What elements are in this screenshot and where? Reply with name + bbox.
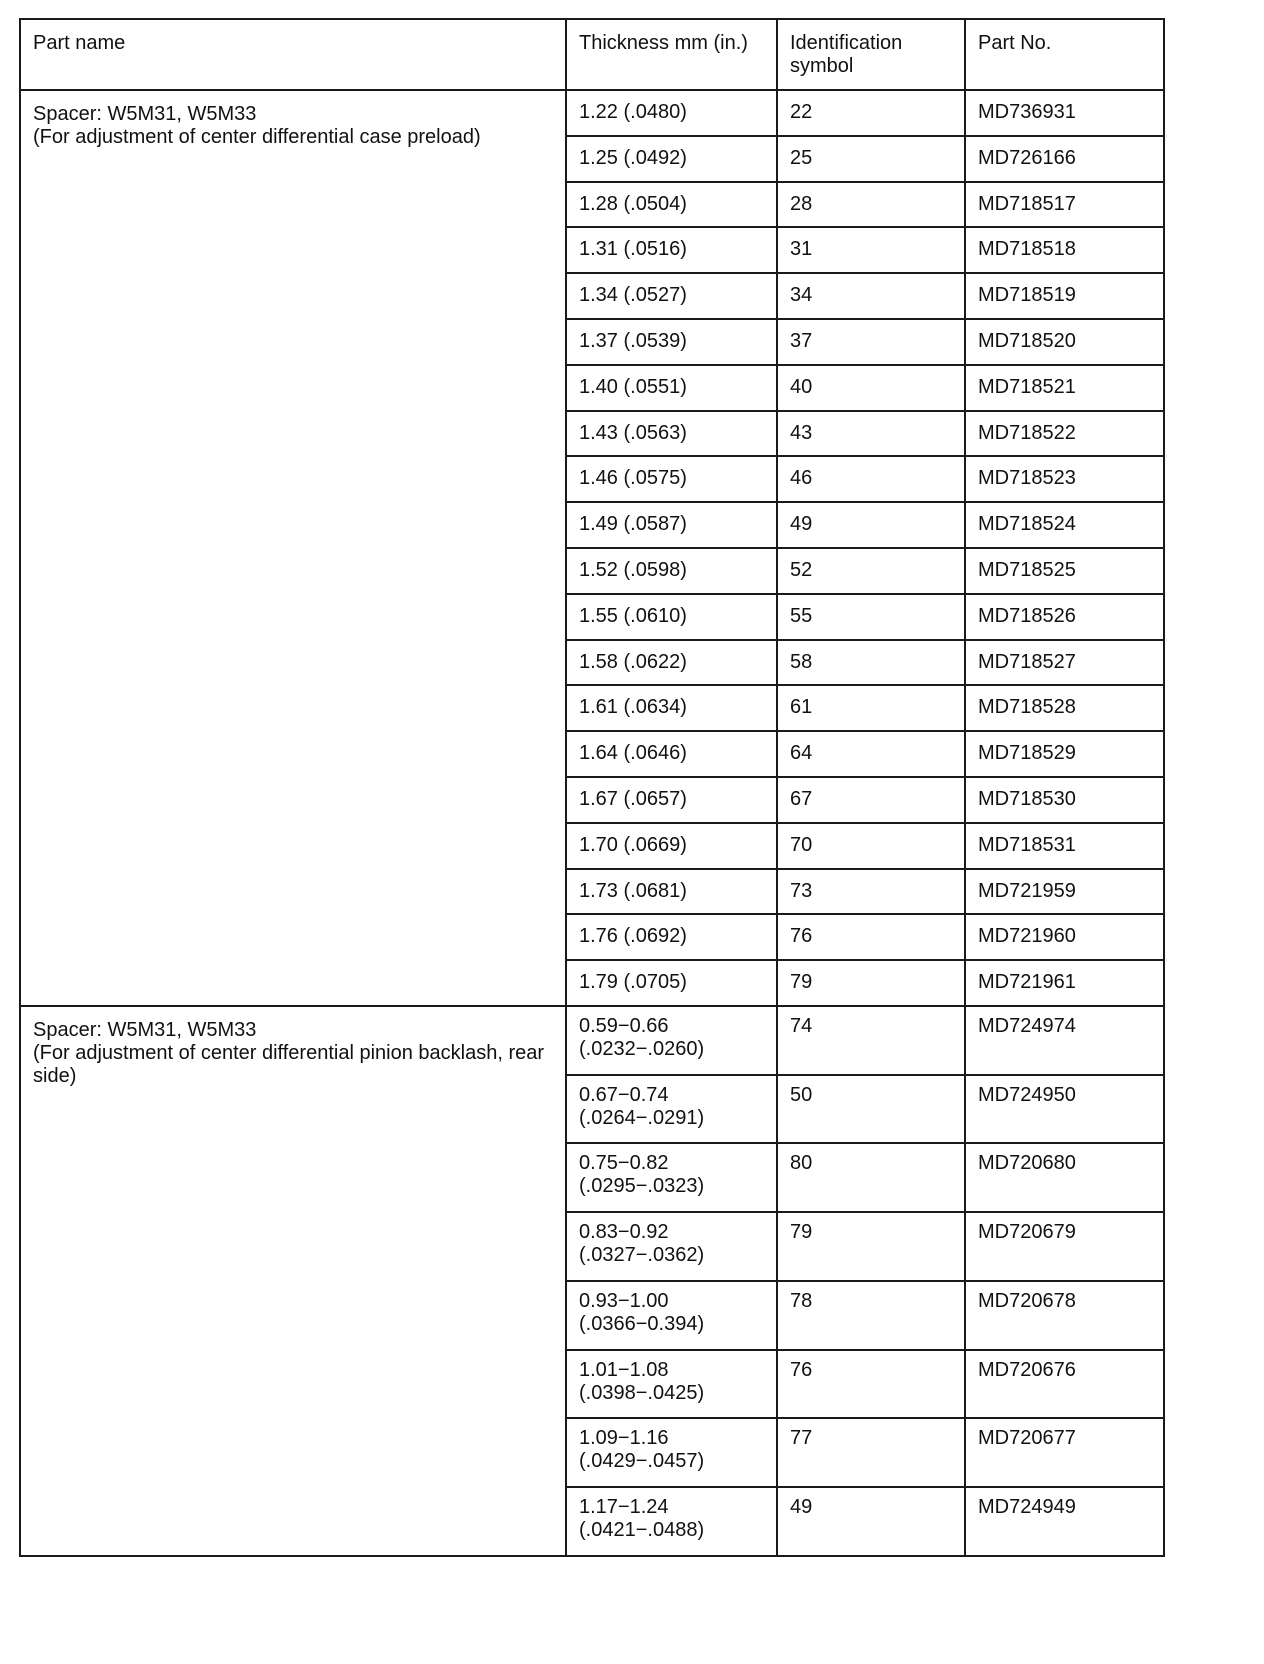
part-no-cell: MD720677 <box>965 1418 1164 1487</box>
part-purpose: (For adjustment of center differential pinion backlash, rear side) <box>33 1041 545 1087</box>
part-no-cell: MD718527 <box>965 640 1164 686</box>
identification-symbol-cell: 74 <box>777 1006 965 1075</box>
table-row <box>20 1006 1164 1075</box>
thickness-in: (.0295−.0323) <box>579 1175 705 1198</box>
thickness-in: (.0366−0.394) <box>579 1312 705 1335</box>
parts-table <box>19 18 1165 1557</box>
identification-symbol-cell: 70 <box>777 823 965 869</box>
thickness-cell: 1.28 (.0504) <box>566 182 777 228</box>
identification-symbol-cell: 79 <box>777 960 965 1006</box>
thickness-cell: 1.34 (.0527) <box>566 273 777 319</box>
thickness-cell: 1.37 (.0539) <box>566 319 777 365</box>
identification-symbol-cell: 55 <box>777 594 965 640</box>
thickness-mm: 0.67−0.74 <box>579 1083 669 1106</box>
part-no-cell: MD718526 <box>965 594 1164 640</box>
thickness-cell: 1.43 (.0563) <box>566 411 777 457</box>
header-identification-symbol: Identification symbol <box>777 19 965 90</box>
thickness-cell: 1.52 (.0598) <box>566 548 777 594</box>
identification-symbol-cell: 67 <box>777 777 965 823</box>
identification-symbol-cell: 64 <box>777 731 965 777</box>
thickness-cell: 1.67 (.0657) <box>566 777 777 823</box>
thickness-cell <box>566 1418 777 1487</box>
thickness-cell: 1.55 (.0610) <box>566 594 777 640</box>
identification-symbol-cell: 31 <box>777 227 965 273</box>
thickness-in: (.0429−.0457) <box>579 1450 705 1473</box>
identification-symbol-cell: 50 <box>777 1075 965 1144</box>
thickness-cell: 1.61 (.0634) <box>566 685 777 731</box>
part-no-cell: MD721961 <box>965 960 1164 1006</box>
thickness-cell <box>566 1143 777 1212</box>
identification-symbol-cell: 49 <box>777 1487 965 1556</box>
part-no-cell: MD718523 <box>965 456 1164 502</box>
thickness-mm: 0.59−0.66 <box>579 1014 669 1037</box>
part-no-cell: MD718531 <box>965 823 1164 869</box>
thickness-cell: 1.22 (.0480) <box>566 90 777 136</box>
header-row <box>20 19 1164 90</box>
part-no-cell: MD718520 <box>965 319 1164 365</box>
identification-symbol-cell: 79 <box>777 1212 965 1281</box>
thickness-cell: 1.79 (.0705) <box>566 960 777 1006</box>
thickness-cell <box>566 1075 777 1144</box>
thickness-mm: 0.83−0.92 <box>579 1221 669 1244</box>
part-no-cell: MD718517 <box>965 182 1164 228</box>
identification-symbol-cell: 58 <box>777 640 965 686</box>
identification-symbol-cell: 49 <box>777 502 965 548</box>
header-part-no: Part No. <box>965 19 1164 90</box>
part-purpose: (For adjustment of center differential case preload) <box>33 126 481 148</box>
part-no-cell: MD724974 <box>965 1006 1164 1075</box>
thickness-in: (.0398−.0425) <box>579 1381 705 1404</box>
part-no-cell: MD724949 <box>965 1487 1164 1556</box>
part-no-cell: MD736931 <box>965 90 1164 136</box>
part-no-cell: MD720680 <box>965 1143 1164 1212</box>
identification-symbol-cell: 28 <box>777 182 965 228</box>
thickness-in: (.0421−.0488) <box>579 1519 705 1542</box>
part-no-cell: MD720678 <box>965 1281 1164 1350</box>
part-no-cell: MD718519 <box>965 273 1164 319</box>
part-no-cell: MD718524 <box>965 502 1164 548</box>
part-no-cell: MD720679 <box>965 1212 1164 1281</box>
part-name-cell <box>20 90 566 1006</box>
thickness-cell: 1.64 (.0646) <box>566 731 777 777</box>
identification-symbol-cell: 76 <box>777 914 965 960</box>
thickness-cell <box>566 1212 777 1281</box>
header-part-name: Part name <box>20 19 566 90</box>
identification-symbol-cell: 40 <box>777 365 965 411</box>
part-no-cell: MD721960 <box>965 914 1164 960</box>
thickness-cell <box>566 1350 777 1419</box>
thickness-in: (.0264−.0291) <box>579 1106 705 1129</box>
part-name: Spacer: W5M31, W5M33 <box>33 103 257 125</box>
thickness-cell: 1.31 (.0516) <box>566 227 777 273</box>
identification-symbol-cell: 34 <box>777 273 965 319</box>
header-thickness: Thickness mm (in.) <box>566 19 777 90</box>
part-name: Spacer: W5M31, W5M33 <box>33 1018 257 1041</box>
thickness-cell: 1.46 (.0575) <box>566 456 777 502</box>
thickness-cell <box>566 1006 777 1075</box>
thickness-cell: 1.70 (.0669) <box>566 823 777 869</box>
part-no-cell: MD718529 <box>965 731 1164 777</box>
identification-symbol-cell: 61 <box>777 685 965 731</box>
thickness-cell: 1.73 (.0681) <box>566 869 777 915</box>
thickness-cell: 1.76 (.0692) <box>566 914 777 960</box>
thickness-mm: 1.17−1.24 <box>579 1496 669 1519</box>
table-row <box>20 90 1164 136</box>
identification-symbol-cell: 46 <box>777 456 965 502</box>
identification-symbol-cell: 43 <box>777 411 965 457</box>
part-no-cell: MD718521 <box>965 365 1164 411</box>
part-no-cell: MD724950 <box>965 1075 1164 1144</box>
thickness-mm: 0.75−0.82 <box>579 1152 669 1175</box>
identification-symbol-cell: 22 <box>777 90 965 136</box>
part-no-cell: MD718518 <box>965 227 1164 273</box>
thickness-in: (.0327−.0362) <box>579 1244 705 1267</box>
thickness-mm: 1.01−1.08 <box>579 1358 669 1381</box>
identification-symbol-cell: 76 <box>777 1350 965 1419</box>
thickness-cell: 1.49 (.0587) <box>566 502 777 548</box>
part-no-cell: MD718528 <box>965 685 1164 731</box>
thickness-cell: 1.58 (.0622) <box>566 640 777 686</box>
identification-symbol-cell: 37 <box>777 319 965 365</box>
part-no-cell: MD718525 <box>965 548 1164 594</box>
part-no-cell: MD718530 <box>965 777 1164 823</box>
part-name-cell <box>20 1006 566 1556</box>
thickness-mm: 0.93−1.00 <box>579 1289 669 1312</box>
part-no-cell: MD720676 <box>965 1350 1164 1419</box>
thickness-mm: 1.09−1.16 <box>579 1427 669 1450</box>
thickness-cell: 1.40 (.0551) <box>566 365 777 411</box>
identification-symbol-cell: 80 <box>777 1143 965 1212</box>
identification-symbol-cell: 25 <box>777 136 965 182</box>
thickness-in: (.0232−.0260) <box>579 1037 705 1060</box>
thickness-cell <box>566 1487 777 1556</box>
identification-symbol-cell: 73 <box>777 869 965 915</box>
thickness-cell: 1.25 (.0492) <box>566 136 777 182</box>
identification-symbol-cell: 78 <box>777 1281 965 1350</box>
identification-symbol-cell: 52 <box>777 548 965 594</box>
part-no-cell: MD718522 <box>965 411 1164 457</box>
part-no-cell: MD721959 <box>965 869 1164 915</box>
thickness-cell <box>566 1281 777 1350</box>
part-no-cell: MD726166 <box>965 136 1164 182</box>
identification-symbol-cell: 77 <box>777 1418 965 1487</box>
